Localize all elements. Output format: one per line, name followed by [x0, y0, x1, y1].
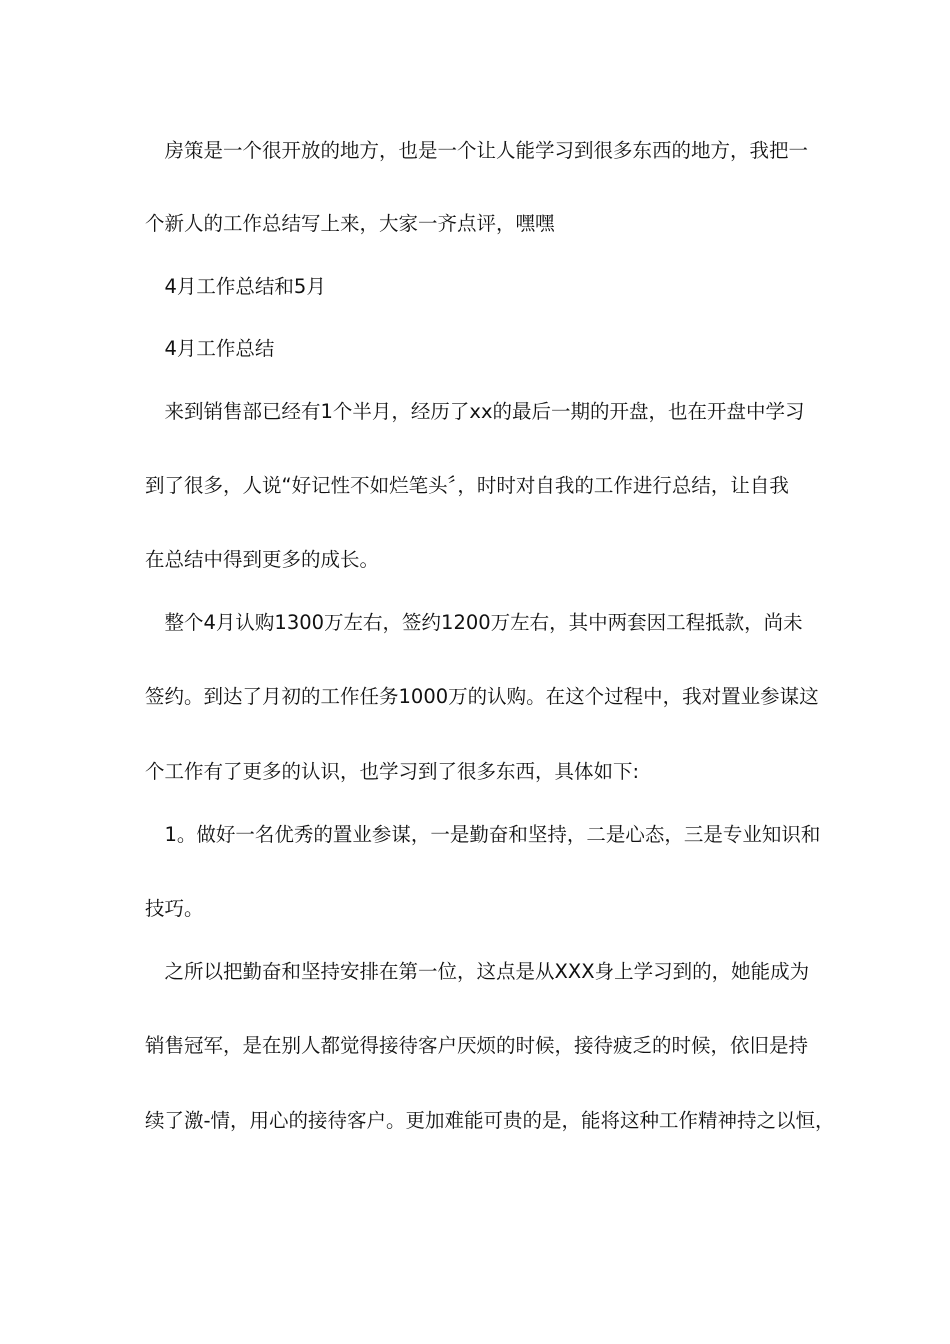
paragraph-line: 到了很多，人说“好记性不如烂笔头〞，时时对自我的工作进行总结，让自我	[145, 474, 789, 497]
paragraph-line: 续了激-情，用心的接待客户。更加难能可贵的是，能将这种工作精神持之以恒，	[145, 1109, 835, 1132]
paragraph-line: 签约。到达了月初的工作任务1000万的认购。在这个过程中，我对置业参谋这	[145, 685, 819, 708]
paragraph-line: 之所以把勤奋和坚持安排在第一位，这点是从XXX身上学习到的，她能成为	[145, 960, 810, 983]
paragraph-line: 个新人的工作总结写上来，大家一齐点评，嘿嘿	[145, 212, 555, 235]
paragraph-line: 销售冠军，是在别人都觉得接待客户厌烦的时候，接待疲乏的时候，依旧是持	[145, 1034, 809, 1057]
section-heading: 4月工作总结和5月	[145, 275, 326, 298]
paragraph-line: 个工作有了更多的认识，也学习到了很多东西，具体如下:	[145, 760, 640, 783]
section-heading: 4月工作总结	[145, 337, 275, 360]
list-item-line: 技巧。	[145, 897, 204, 920]
list-item-line: 1。做好一名优秀的置业参谋，一是勤奋和坚持，二是心态，三是专业知识和	[145, 823, 821, 846]
paragraph-line: 来到销售部已经有1个半月，经历了xx的最后一期的开盘，也在开盘中学习	[145, 400, 805, 423]
paragraph-line: 在总结中得到更多的成长。	[145, 548, 380, 571]
paragraph-line: 整个4月认购1300万左右，签约1200万左右，其中两套因工程抵款，尚未	[145, 611, 803, 634]
paragraph-line: 房策是一个很开放的地方，也是一个让人能学习到很多东西的地方，我把一	[145, 139, 809, 162]
